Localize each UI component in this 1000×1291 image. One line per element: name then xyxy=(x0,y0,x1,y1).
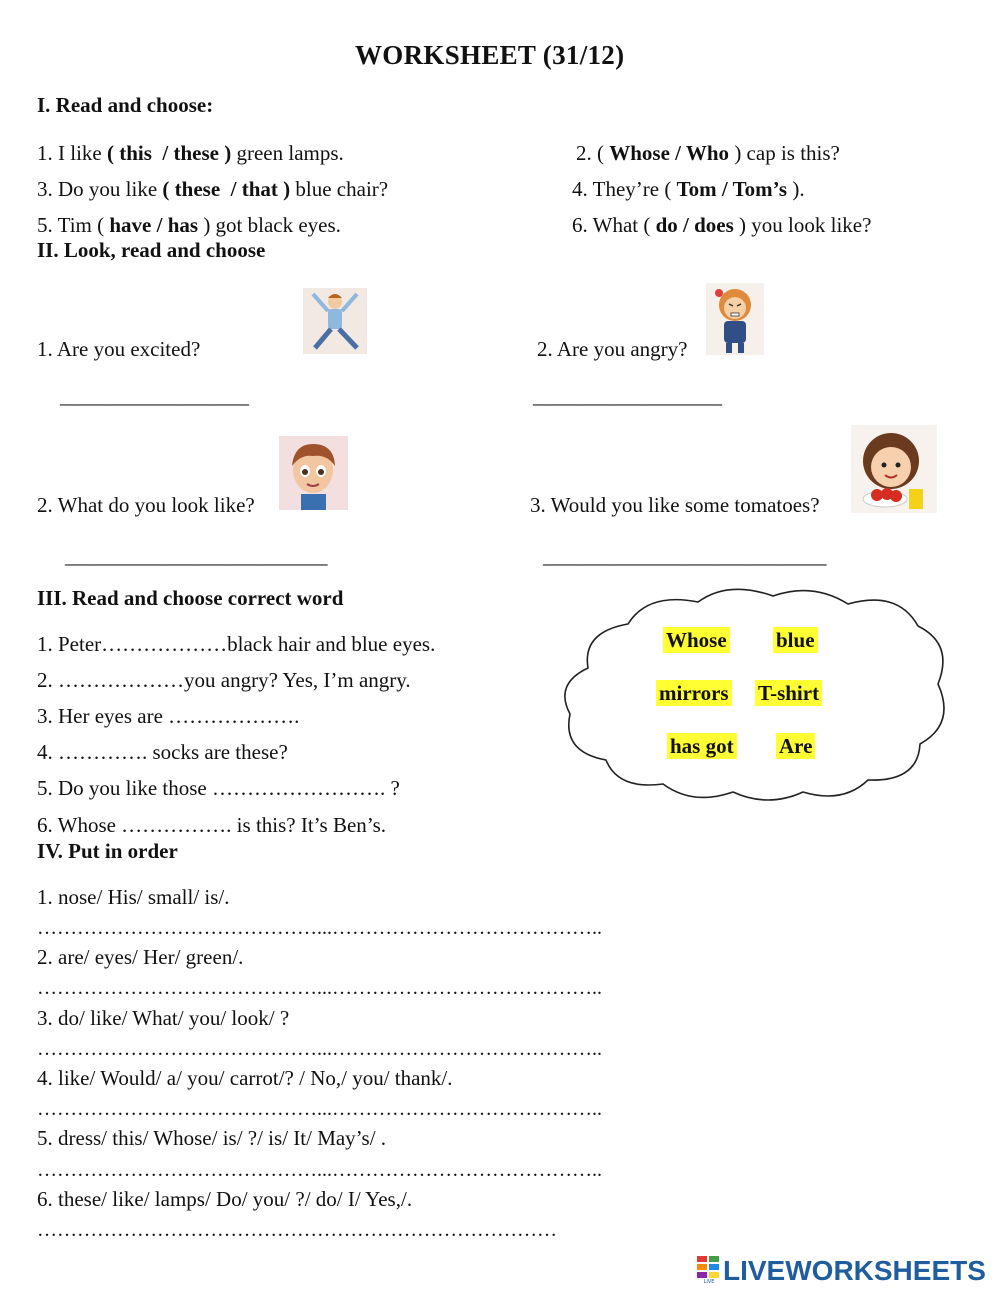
section-2-question-4: 3. Would you like some tomatoes? xyxy=(530,493,820,517)
section-4-item-1: 1. nose/ His/ small/ is/. xyxy=(37,885,230,909)
section-2-question-1: 1. Are you excited? xyxy=(37,337,201,361)
page-title: WORKSHEET (31/12) xyxy=(355,40,625,70)
angry-girl-image xyxy=(706,283,764,355)
section-1-item-5: 5. Tim ( have / has ) got black eyes. xyxy=(37,213,341,237)
liveworksheets-logo-text: LIVEWORKSHEETS xyxy=(723,1255,986,1286)
section-4-answer-line-1[interactable]: ……………………………………...………………………………….. xyxy=(37,917,602,939)
word-bank-item-tshirt: T-shirt xyxy=(755,683,822,704)
section-4-item-3: 3. do/ like/ What/ you/ look/ ? xyxy=(37,1006,290,1030)
section-2-question-2: 2. Are you angry? xyxy=(537,337,688,361)
section-2-answer-line-3[interactable]: _________________________ xyxy=(65,544,328,568)
section-1-item-3: 3. Do you like ( these / that ) blue chair? xyxy=(37,177,389,201)
section-4-answer-line-5[interactable]: ……………………………………...………………………………….. xyxy=(37,1159,602,1181)
section-3-heading: III. Read and choose correct word xyxy=(37,586,344,610)
section-4-answer-line-2[interactable]: ……………………………………...………………………………….. xyxy=(37,977,602,999)
word-bank-item-has-got: has got xyxy=(667,736,737,757)
section-3-item-1[interactable]: 1. Peter………………black hair and blue eyes. xyxy=(37,632,436,656)
section-3-item-3[interactable]: 3. Her eyes are ………………. xyxy=(37,704,300,728)
girl-tomatoes-image xyxy=(851,425,937,513)
section-2-answer-line-2[interactable]: __________________ xyxy=(533,384,722,408)
excited-boy-image xyxy=(303,288,367,354)
word-bank-item-blue: blue xyxy=(773,630,818,651)
section-1-item-2: 2. ( Whose / Who ) cap is this? xyxy=(576,141,840,165)
section-4-heading: IV. Put in order xyxy=(37,839,178,863)
section-1-item-6: 6. What ( do / does ) you look like? xyxy=(572,213,872,237)
section-2-question-3: 2. What do you look like? xyxy=(37,493,255,517)
section-3-item-2[interactable]: 2. ………………you angry? Yes, I’m angry. xyxy=(37,668,411,692)
section-3-item-6[interactable]: 6. Whose ……………. is this? It’s Ben’s. xyxy=(37,813,387,837)
word-bank-item-whose: Whose xyxy=(663,630,730,651)
section-3-item-4[interactable]: 4. …………. socks are these? xyxy=(37,740,288,764)
section-3-item-5[interactable]: 5. Do you like those ……………………. ? xyxy=(37,776,400,800)
section-4-item-5: 5. dress/ this/ Whose/ is/ ?/ is/ It/ May’s/ . xyxy=(37,1126,387,1150)
section-4-item-2: 2. are/ eyes/ Her/ green/. xyxy=(37,945,244,969)
word-bank-item-are: Are xyxy=(776,736,815,757)
liveworksheets-logo-icon xyxy=(697,1256,721,1284)
section-4-item-4: 4. like/ Would/ a/ you/ carrot/? / No,/ you/ thank/. xyxy=(37,1066,453,1090)
section-4-answer-line-6[interactable]: …………………………………………………………………… xyxy=(37,1219,557,1241)
section-4-item-6: 6. these/ like/ lamps/ Do/ you/ ?/ do/ I/ Yes,/. xyxy=(37,1187,413,1211)
section-1-heading: I. Read and choose: xyxy=(37,93,214,117)
section-1-item-1: 1. I like ( this / these ) green lamps. xyxy=(37,141,344,165)
section-2-heading: II. Look, read and choose xyxy=(37,238,266,262)
section-2-answer-line-1[interactable]: __________________ xyxy=(60,384,249,408)
svg-text:LIVE: LIVE xyxy=(703,1279,715,1284)
section-4-answer-line-4[interactable]: ……………………………………...………………………………….. xyxy=(37,1098,602,1120)
section-4-answer-line-3[interactable]: ……………………………………...………………………………….. xyxy=(37,1038,602,1060)
boy-face-image xyxy=(279,436,348,510)
word-bank-item-mirrors: mirrors xyxy=(656,683,732,704)
section-1-item-4: 4. They’re ( Tom / Tom’s ). xyxy=(572,177,805,201)
section-2-answer-line-4[interactable]: ___________________________ xyxy=(543,544,827,568)
